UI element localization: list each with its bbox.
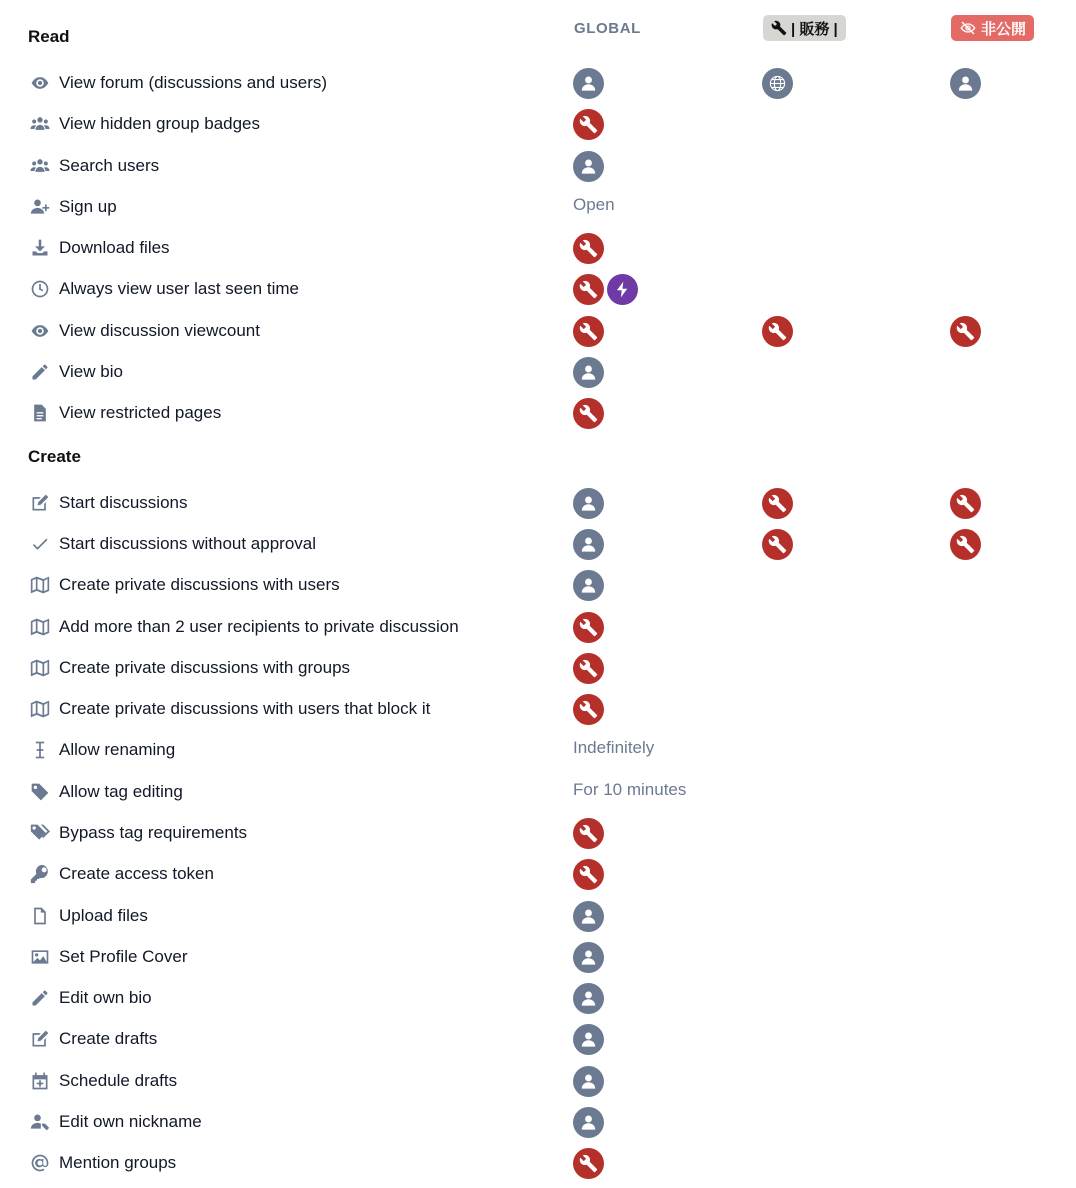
cell-tag1[interactable] [762, 316, 793, 347]
users-icon [28, 155, 52, 177]
member-badge[interactable] [573, 570, 604, 601]
cell-global[interactable] [573, 901, 604, 932]
moderator-badge[interactable] [573, 109, 604, 140]
permission-label: Mention groups [59, 1153, 177, 1172]
member-badge[interactable] [573, 1024, 604, 1055]
cell-global[interactable] [573, 942, 604, 973]
i-cursor-icon [28, 739, 52, 761]
permission-label: View discussion viewcount [59, 321, 260, 340]
permission-label: Edit own bio [59, 988, 152, 1007]
user-icon [579, 157, 598, 176]
permission-label: Set Profile Cover [59, 947, 188, 966]
wrench-icon [579, 700, 598, 719]
at-icon [28, 1152, 52, 1174]
special-badge[interactable] [607, 274, 638, 305]
moderator-badge[interactable] [573, 1148, 604, 1179]
permission-row-view-bio [0, 352, 1076, 393]
eye-icon [28, 72, 52, 94]
wrench-icon [579, 1154, 598, 1173]
map-icon [28, 574, 52, 596]
moderator-badge[interactable] [573, 818, 604, 849]
moderator-badge[interactable] [950, 316, 981, 347]
cell-tag1[interactable] [762, 488, 793, 519]
tags-icon [28, 822, 52, 844]
column-header-global-label: GLOBAL [574, 19, 641, 37]
wrench-icon [768, 535, 787, 554]
permission-value-dropdown[interactable]: For 10 minutes [573, 779, 687, 799]
member-badge[interactable] [950, 68, 981, 99]
permission-label: Add more than 2 user recipients to private discussion [59, 617, 459, 636]
member-badge[interactable] [573, 529, 604, 560]
cell-global[interactable] [573, 274, 638, 305]
cell-tag1[interactable] [762, 68, 793, 99]
edit-icon [28, 1028, 52, 1050]
cell-global[interactable] [573, 777, 686, 808]
moderator-badge[interactable] [762, 488, 793, 519]
user-icon [579, 363, 598, 382]
moderator-badge[interactable] [762, 316, 793, 347]
permission-row-edit-own-bio [0, 978, 1076, 1019]
cell-global[interactable] [573, 1024, 604, 1055]
cell-global[interactable] [573, 735, 654, 766]
edit-icon [28, 492, 52, 514]
bolt-icon [613, 280, 632, 299]
permission-row-start-discussions-without-approval [0, 524, 1076, 565]
cell-global[interactable] [573, 192, 615, 223]
cell-global[interactable] [573, 357, 604, 388]
column-header-global [574, 14, 641, 42]
member-badge[interactable] [573, 488, 604, 519]
cell-global[interactable] [573, 653, 604, 684]
member-badge[interactable] [573, 68, 604, 99]
permission-row-create-access-token [0, 854, 1076, 895]
tag-badge-2[interactable] [951, 15, 1034, 41]
permission-row-download-files [0, 228, 1076, 269]
moderator-badge[interactable] [950, 529, 981, 560]
permission-row-upload-files [0, 896, 1076, 937]
image-icon [28, 946, 52, 968]
calendar-plus-icon [28, 1070, 52, 1092]
wrench-icon [579, 865, 598, 884]
user-icon [579, 74, 598, 93]
section-title-create: Create [28, 447, 81, 466]
member-badge[interactable] [573, 151, 604, 182]
wrench-icon [579, 659, 598, 678]
permission-row-view-discussion-viewcount [0, 311, 1076, 352]
permission-row-create-drafts [0, 1019, 1076, 1060]
permission-row-add-more-than-2-user-recipients-to-private-discussion [0, 607, 1076, 648]
clock-icon [28, 278, 52, 300]
user-icon [579, 1113, 598, 1132]
member-badge[interactable] [573, 1066, 604, 1097]
member-badge[interactable] [573, 901, 604, 932]
moderator-badge[interactable] [573, 653, 604, 684]
permission-label: Edit own nickname [59, 1112, 202, 1131]
member-badge[interactable] [573, 942, 604, 973]
file-icon [28, 402, 52, 424]
moderator-badge[interactable] [573, 316, 604, 347]
permission-label: Create private discussions with users [59, 575, 340, 594]
cell-global[interactable] [573, 398, 604, 429]
permission-label: View bio [59, 362, 123, 381]
wrench-icon [956, 322, 975, 341]
key-icon [28, 863, 52, 885]
permission-value-dropdown[interactable]: Open [573, 194, 615, 214]
permission-label: Bypass tag requirements [59, 823, 248, 842]
cell-tag2[interactable] [950, 316, 981, 347]
moderator-badge[interactable] [573, 274, 604, 305]
pencil-icon [28, 987, 52, 1009]
permission-label: View hidden group badges [59, 114, 261, 133]
wrench-icon [579, 322, 598, 341]
wrench-icon [579, 115, 598, 134]
permission-label: Search users [59, 156, 160, 175]
cell-global[interactable] [573, 1107, 604, 1138]
user-tag-icon [28, 1111, 52, 1133]
user-icon [579, 907, 598, 926]
wrench-icon [579, 824, 598, 843]
permission-label: Allow renaming [59, 740, 176, 759]
wrench-icon [956, 494, 975, 513]
moderator-badge[interactable] [573, 694, 604, 725]
permission-row-mention-groups [0, 1143, 1076, 1184]
user-plus-icon [28, 196, 52, 218]
permission-row-create-private-discussions-with-users [0, 565, 1076, 606]
cell-global[interactable] [573, 529, 604, 560]
wrench-icon [579, 618, 598, 637]
permission-row-bypass-tag-requirements [0, 813, 1076, 854]
map-icon [28, 698, 52, 720]
tag-badge-1-label: | 販務 | [791, 20, 838, 38]
pencil-icon [28, 361, 52, 383]
cell-global[interactable] [573, 694, 604, 725]
permission-row-schedule-drafts [0, 1061, 1076, 1102]
user-icon [579, 576, 598, 595]
permission-row-allow-renaming [0, 730, 1076, 771]
cell-global[interactable] [573, 109, 604, 140]
cell-global[interactable] [573, 612, 604, 643]
cell-global[interactable] [573, 233, 604, 264]
permission-row-sign-up [0, 187, 1076, 228]
member-badge[interactable] [573, 983, 604, 1014]
user-icon [579, 989, 598, 1008]
users-icon [28, 113, 52, 135]
permission-value-dropdown[interactable]: Indefinitely [573, 737, 655, 757]
permission-row-create-private-discussions-with-users-that-block-it [0, 689, 1076, 730]
permission-label: Create drafts [59, 1029, 158, 1048]
cell-tag2[interactable] [950, 529, 981, 560]
permission-row-start-discussions [0, 483, 1076, 524]
cell-global[interactable] [573, 859, 604, 890]
permission-label: Start discussions [59, 493, 188, 512]
member-badge[interactable] [573, 357, 604, 388]
wrench-icon [768, 322, 787, 341]
wrench-icon [579, 239, 598, 258]
everyone-badge[interactable] [762, 68, 793, 99]
tag-icon [28, 781, 52, 803]
globe-icon [768, 74, 787, 93]
user-icon [579, 494, 598, 513]
eye-icon [28, 320, 52, 342]
wrench-icon [956, 535, 975, 554]
eye-slash-icon [959, 20, 977, 36]
cell-tag2[interactable] [950, 488, 981, 519]
cell-global[interactable] [573, 316, 604, 347]
permission-row-allow-tag-editing [0, 772, 1076, 813]
map-icon [28, 616, 52, 638]
permission-row-create-private-discussions-with-groups [0, 648, 1076, 689]
permission-row-search-users [0, 146, 1076, 187]
file-outline-icon [28, 905, 52, 927]
cell-global[interactable] [573, 151, 604, 182]
cell-global[interactable] [573, 488, 604, 519]
user-icon [956, 74, 975, 93]
permission-row-view-hidden-group-badges [0, 104, 1076, 145]
permission-label: Start discussions without approval [59, 534, 317, 553]
cell-global[interactable] [573, 983, 604, 1014]
tag-badge-1[interactable] [763, 15, 846, 41]
wrench-icon [768, 494, 787, 513]
permission-label: Upload files [59, 906, 148, 925]
permission-row-edit-own-nickname [0, 1102, 1076, 1143]
user-icon [579, 1030, 598, 1049]
member-badge[interactable] [573, 1107, 604, 1138]
cell-global[interactable] [573, 1066, 604, 1097]
moderator-badge[interactable] [762, 529, 793, 560]
cell-global[interactable] [573, 68, 604, 99]
moderator-badge[interactable] [573, 398, 604, 429]
map-icon [28, 657, 52, 679]
permission-label: Schedule drafts [59, 1071, 178, 1090]
user-icon [579, 535, 598, 554]
permission-label: View restricted pages [59, 403, 222, 422]
permission-row-always-view-user-last-seen-time [0, 269, 1076, 310]
wrench-icon [579, 404, 598, 423]
user-icon [579, 948, 598, 967]
permission-label: Create private discussions with users that block it [59, 699, 431, 718]
permission-label: Download files [59, 238, 170, 257]
permission-label: Create access token [59, 864, 214, 883]
column-header-tag-2[interactable] [951, 14, 1034, 42]
wrench-icon [579, 280, 598, 299]
tag-badge-2-label: 非公開 [981, 20, 1027, 38]
moderator-badge[interactable] [573, 612, 604, 643]
permission-label: View forum (discussions and users) [59, 73, 328, 92]
wrench-icon [771, 20, 787, 36]
column-header-tag-1[interactable] [763, 14, 846, 42]
permission-label: Allow tag editing [59, 782, 183, 801]
moderator-badge[interactable] [573, 859, 604, 890]
moderator-badge[interactable] [573, 233, 604, 264]
cell-tag2[interactable] [950, 68, 981, 99]
permission-label: Always view user last seen time [59, 279, 299, 298]
permission-row-set-profile-cover [0, 937, 1076, 978]
check-icon [28, 533, 52, 555]
permission-row-view-forum-discussions-and-users [0, 63, 1076, 104]
cell-global[interactable] [573, 818, 604, 849]
section-title-read: Read [28, 27, 70, 46]
user-icon [579, 1072, 598, 1091]
cell-global[interactable] [573, 570, 604, 601]
cell-tag1[interactable] [762, 529, 793, 560]
permission-label: Create private discussions with groups [59, 658, 351, 677]
download-icon [28, 237, 52, 259]
cell-global[interactable] [573, 1148, 604, 1179]
permission-label: Sign up [59, 197, 117, 216]
permission-row-view-restricted-pages [0, 393, 1076, 434]
moderator-badge[interactable] [950, 488, 981, 519]
